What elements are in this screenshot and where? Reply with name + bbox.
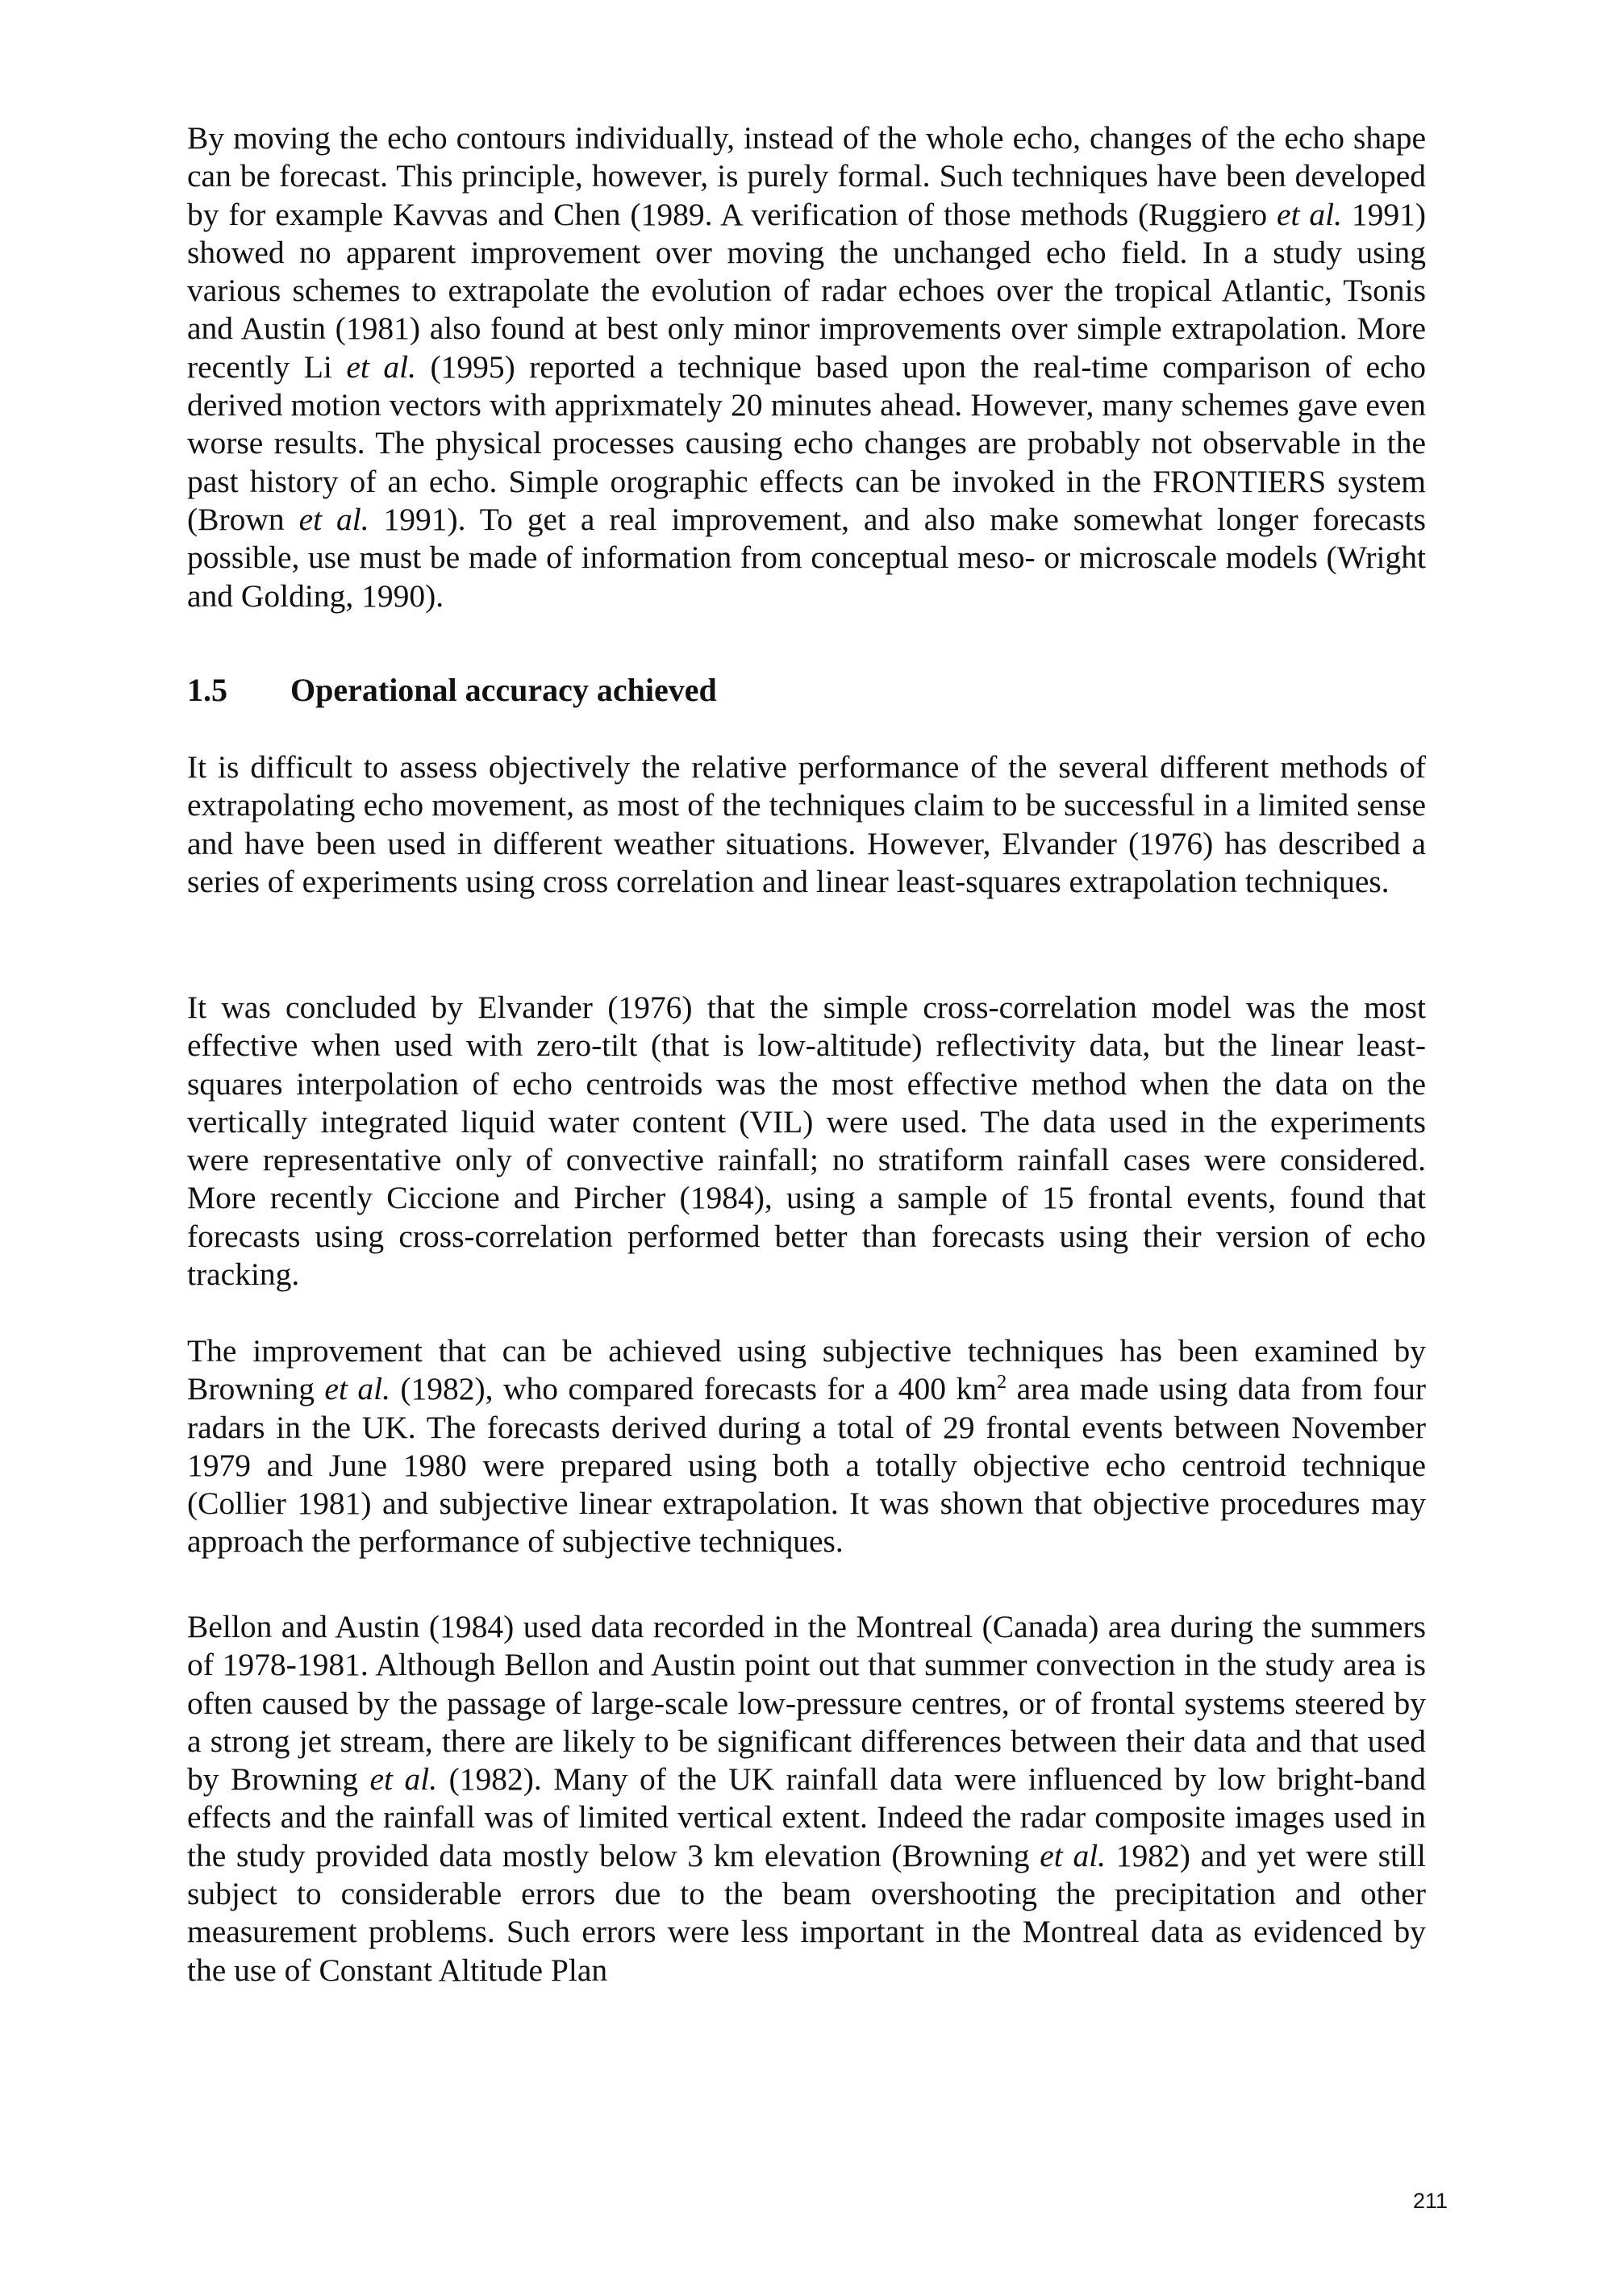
italic-citation: et al. [1040, 1837, 1107, 1873]
section-title: Operational accuracy achieved [290, 672, 717, 708]
paragraph-subjective-techniques: The improvement that can be achieved using subjective techniques has been examined by Browning et al. (1982), who compared forecasts for a 400 $km^2$ area made using data from four radars in the UK. The forecasts derived during a total of 29 frontal events between November 1979 and June 1980 were prepared using both a totally objective echo centroid technique (Collier 1981) and subjective linear extrapolation. It was shown that objective procedures may approach the performance of subjective techniques. [187, 1333, 1426, 1560]
italic-citation: et al. [369, 1761, 438, 1798]
paragraph-assessment: It is difficult to assess objectively the relative performance of the several different methods of extrapolating echo movement, as most of the techniques claim to be successful in a limited sense and have been used in different weather situations. However, Elvander (1976) has described a series of experiments using cross correlation and linear least-squares extrapolation techniques. [187, 749, 1426, 899]
section-number: 1.5 [187, 672, 227, 708]
paragraph-bellon-austin: Bellon and Austin (1984) used data recorded in the Montreal (Canada) area during the summers of 1978-1981. Although Bellon and Austin point out that summer convection in the study area is often caused by the passage of large-scale low-pressure centres, or of frontal systems steered by a strong jet stream, there are likely to be significant differences between their data and that used by Browning et al. (1982). Many of the UK rainfall data were influenced by low bright-band effects and the rainfall was of limited vertical extent. Indeed the radar composite images used in the study provided data mostly below 3 km elevation (Browning et al. 1982) and yet were still subject to considerable errors due to the beam overshooting the precipitation and other measurement problems. Such errors were less important in the Montreal data as evidenced by the use of Constant Altitude Plan [187, 1609, 1426, 1988]
italic-citation: et al. [298, 501, 369, 537]
section-heading [187, 671, 717, 709]
italic-citation: et al. [1277, 196, 1342, 232]
page-number: 211 [1413, 2189, 1448, 2213]
paragraph-echo-contours: By moving the echo contours individually, instead of the whole echo, changes of the echo shape can be forecast. This principle, however, is purely formal. Such techniques have been developed by for example Kavvas and Chen (1989. A verification of those methods (Ruggiero et al. 1991) showed no apparent improvement over moving the unchanged echo field. In a study using various schemes to extrapolate the evolution of radar echoes over the tropical Atlantic, Tsonis and Austin (1981) also found at best only minor improvements over simple extrapolation. More recently Li et al. (1995) reported a technique based upon the real-time comparison of echo derived motion vectors with apprixmately 20 minutes ahead. However, many schemes gave even worse results. The physical processes causing echo changes are probably not observable in the past history of an echo. Simple orographic effects can be invoked in the FRONTIERS system (Brown et al. 1991). To get a real improvement, and also make somewhat longer forecasts possible, use must be made of information from conceptual meso- or microscale models (Wright and Golding, 1990). [187, 120, 1427, 614]
superscript: 2 [996, 1371, 1007, 1394]
paragraph-elvander-conclusion: It was concluded by Elvander (1976) that the simple cross-correlation model was the most effective when used with zero-tilt (that is low-altitude) reflectivity data, but the linear least-squares interpolation of echo centroids was the most effective method when the data on the vertically integrated liquid water content (VIL) were used. The data used in the experiments were representative only of convective rainfall; no stratiform rainfall cases were considered. More recently Ciccione and Pircher (1984), using a sample of 15 frontal events, found that forecasts using cross-correlation performed better than forecasts using their version of echo tracking. [187, 990, 1426, 1293]
italic-citation: et al. [324, 1371, 390, 1407]
italic-citation: et al. [346, 348, 416, 385]
